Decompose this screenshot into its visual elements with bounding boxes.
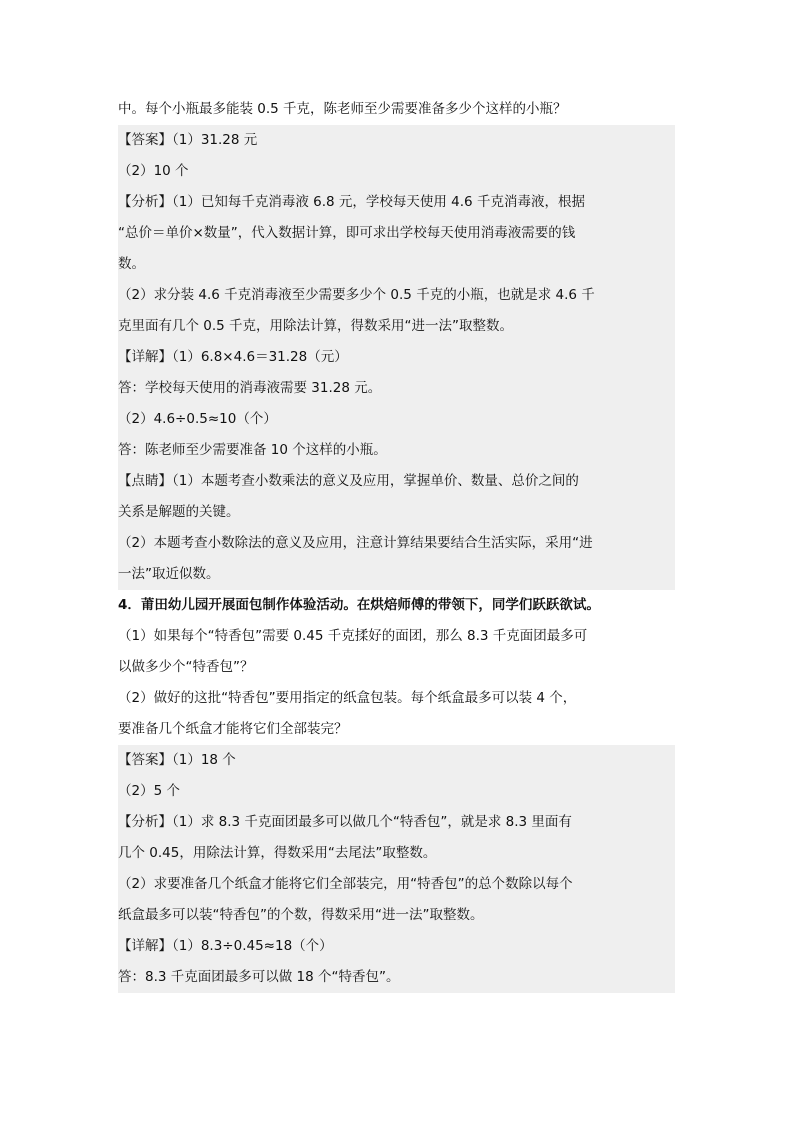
question-line: 以做多少个“特香包”？ xyxy=(118,659,254,675)
answer-line: （2）10 个 xyxy=(118,163,189,179)
detail-line: （2）4.6÷0.5≈10（个） xyxy=(118,411,277,427)
comment-line: 一法”取近似数。 xyxy=(118,566,220,582)
answer-line: 【答案】（1）31.28 元 xyxy=(118,132,258,148)
answer-line: （2）5 个 xyxy=(118,783,180,799)
answer-line: 【答案】（1）18 个 xyxy=(118,752,236,768)
analysis-line: 纸盒最多可以装“特香包”的个数，得数采用“进一法”取整数。 xyxy=(118,907,484,923)
comment-line: 关系是解题的关键。 xyxy=(118,504,240,520)
detail-line: 答：8.3 千克面团最多可以做 18 个“特香包”。 xyxy=(118,969,400,985)
detail-line: 【详解】（1）6.8×4.6＝31.28（元） xyxy=(118,349,348,365)
question-line: （2）做好的这批“特香包”要用指定的纸盒包装。每个纸盒最多可以装 4 个， xyxy=(118,690,577,706)
analysis-line: 克里面有几个 0.5 千克，用除法计算，得数采用“进一法”取整数。 xyxy=(118,318,514,334)
text-line: 中。每个小瓶最多能装 0.5 千克，陈老师至少需要准备多少个这样的小瓶？ xyxy=(118,101,567,117)
question-line: 要准备几个纸盒才能将它们全部装完？ xyxy=(118,721,348,737)
question-3-continuation xyxy=(118,94,675,125)
question-4-stem: 4．莆田幼儿园开展面包制作体验活动。在烘焙师傅的带领下，同学们跃跃欲试。 xyxy=(118,597,600,613)
question-line: （1）如果每个“特香包”需要 0.45 千克揉好的面团，那么 8.3 千克面团最多可 xyxy=(118,628,588,644)
detail-line: 【详解】（1）8.3÷0.45≈18（个） xyxy=(118,938,333,954)
analysis-line: 数。 xyxy=(118,256,145,272)
analysis-line: 【分析】（1）已知每千克消毒液 6.8 元，学校每天使用 4.6 千克消毒液，根据 xyxy=(118,194,585,210)
document-content xyxy=(118,94,675,993)
comment-line: 【点睛】（1）本题考查小数乘法的意义及应用，掌握单价、数量、总价之间的 xyxy=(118,473,579,489)
analysis-line: 几个 0.45，用除法计算，得数采用“去尾法”取整数。 xyxy=(118,845,437,861)
question-4 xyxy=(118,590,675,745)
detail-line: 答：陈老师至少需要准备 10 个这样的小瓶。 xyxy=(118,442,387,458)
solution-block-question-4 xyxy=(118,745,675,993)
analysis-line: “总价＝单价×数量”，代入数据计算，即可求出学校每天使用消毒液需要的钱 xyxy=(118,225,576,241)
analysis-line: （2）求要准备几个纸盒才能将它们全部装完，用“特香包”的总个数除以每个 xyxy=(118,876,573,892)
analysis-line: （2）求分装 4.6 千克消毒液至少需要多少个 0.5 千克的小瓶，也就是求 4.6 千 xyxy=(118,287,595,303)
detail-line: 答：学校每天使用的消毒液需要 31.28 元。 xyxy=(118,380,382,396)
analysis-line: 【分析】（1）求 8.3 千克面团最多可以做几个“特香包”，就是求 8.3 里面有 xyxy=(118,814,572,830)
solution-block-question-3 xyxy=(118,125,675,590)
comment-line: （2）本题考查小数除法的意义及应用，注意计算结果要结合生活实际，采用“进 xyxy=(118,535,593,551)
